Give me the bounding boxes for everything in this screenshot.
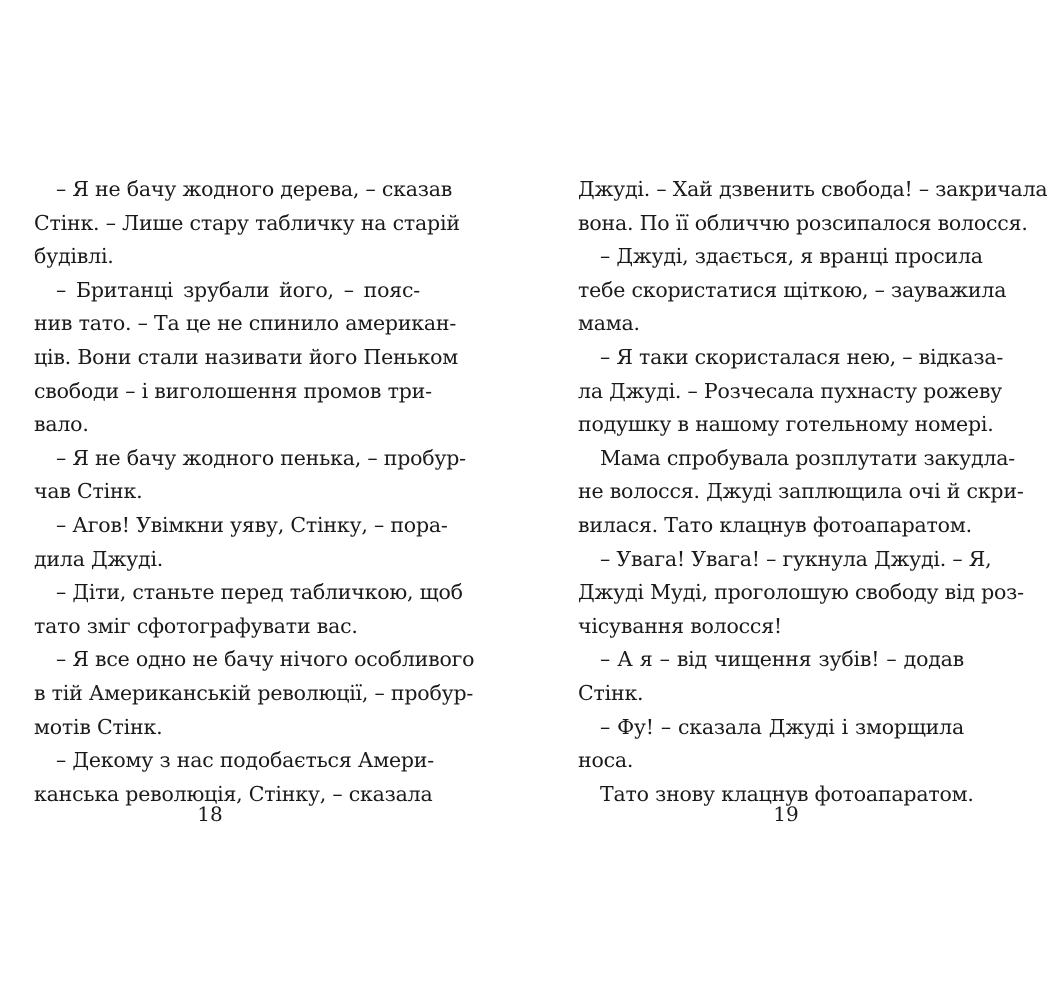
text-line: Тато знову клацнув фотоапаратом. [600,781,974,806]
text-line: Стінк. [578,680,644,705]
text-line: в тій Американській революції, – пробур- [34,680,474,705]
text-line: мама. [578,311,640,336]
text-line: – Я не бачу жодного дерева, – сказав [56,177,453,201]
text-line: подушку в нашому готельному номері. [578,412,994,437]
text-line: будівлі. [34,244,114,269]
text-line: вилася. Тато клацнув фотоапаратом. [578,512,972,537]
text-line: – Джуді, здається, я вранці просила [600,244,983,269]
text-line: вало. [34,412,89,437]
text-line: тебе скористатися щіткою, – зауважила [578,277,1007,302]
text-line: – Агов! Увімкни уяву, Стінку, – пора- [56,512,448,537]
text-line: – Я все одно не бачу нічого особливого [56,647,475,672]
text-line: дила Джуді. [34,546,164,571]
text-line: Мама спробувала розплутати закудла- [600,445,1015,470]
text-line: тато зміг сфотографувати вас. [34,613,358,638]
text-line: свободи – і виголошення промов три- [34,378,432,403]
page-number: 18 [197,802,223,826]
text-line: – Увага! Увага! – гукнула Джуді. – Я, [600,546,992,571]
text-line: нив тато. – Та це не спинило американ- [34,311,457,336]
text-line: чісування волосся! [578,613,782,638]
text-line: – Діти, станьте перед табличкою, щоб [56,580,463,605]
text-line: не волосся. Джуді заплющила очі й скри- [578,479,1024,504]
text-line: Джуді Муді, проголошую свободу від роз- [578,580,1024,605]
text-line: ла Джуді. – Розчесала пухнасту рожеву [578,378,1003,403]
text-line: носа. [578,748,634,773]
text-line: Джуді. – Хай дзвенить свобода! – закричала [578,177,1047,201]
right-page [500,0,1047,1000]
right-text-column [578,173,1047,811]
text-line: ців. Вони стали називати його Пеньком [34,344,458,369]
page-number: 19 [773,802,799,826]
text-line: – А я – від чищення зубів! – додав [600,647,964,672]
text-line: Стінк. – Лише стару табличку на старій [34,210,460,235]
text-line: мотів Стінк. [34,714,163,739]
text-line: – Я не бачу жодного пенька, – пробур- [56,445,466,470]
left-text-column [34,173,475,811]
text-line: канська революція, Стінку, – сказала [34,781,433,806]
left-page [0,0,500,1000]
text-line: – Я таки скористалася нею, – відказа- [600,344,1004,369]
text-line: – Декому з нас подобається Амери- [56,748,434,773]
text-line: – Фу! – сказала Джуді і зморщила [600,714,964,739]
text-line: вона. По її обличчю розсипалося волосся. [578,210,1028,235]
text-line: чав Стінк. [34,479,143,504]
text-line: – Британці зрубали його, – пояс- [56,277,420,302]
